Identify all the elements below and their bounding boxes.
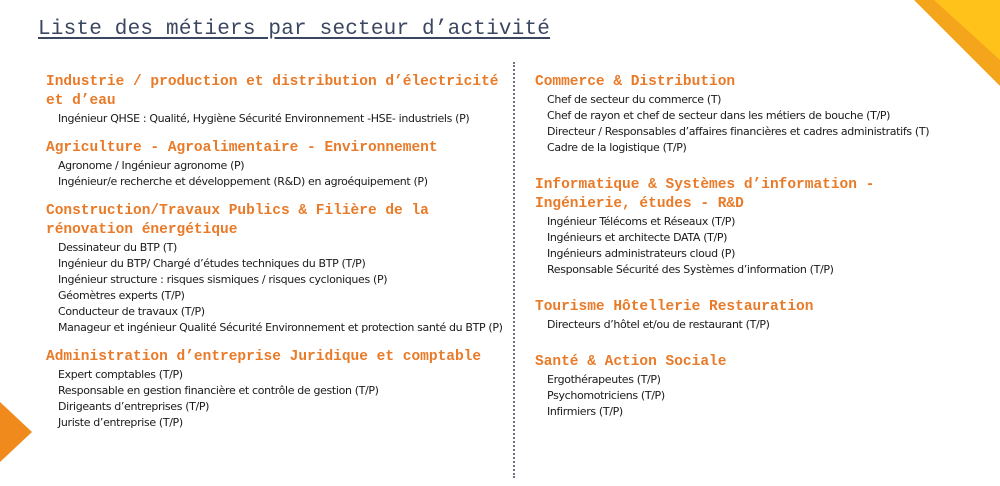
section-heading: Agriculture - Agroalimentaire - Environnement xyxy=(46,140,438,156)
right-column xyxy=(535,73,975,420)
list-item: Directeur / Responsables d’affaires financières et cadres administratifs (T) xyxy=(547,125,930,138)
section-commerce xyxy=(535,73,975,156)
section-industrie xyxy=(46,73,506,127)
section-tourisme xyxy=(535,298,975,333)
list-item: Chef de rayon et chef de secteur dans les métiers de bouche (T/P) xyxy=(547,109,891,122)
list-item: Ingénieurs administrateurs cloud (P) xyxy=(547,247,736,260)
list-item: Ingénieur structure : risques sismiques / risques cycloniques (P) xyxy=(58,273,388,286)
list-item: Infirmiers (T/P) xyxy=(547,405,623,418)
corner-decoration-inner xyxy=(934,0,1000,60)
section-heading: Tourisme Hôtellerie Restauration xyxy=(535,299,814,315)
job-list xyxy=(547,317,975,333)
page-title: Liste des métiers par secteur d’activité xyxy=(38,18,551,41)
job-list xyxy=(58,158,506,190)
arrow-decoration xyxy=(0,402,32,462)
list-item: Psychomotriciens (T/P) xyxy=(547,389,665,402)
list-item: Manageur et ingénieur Qualité Sécurité Environnement et protection santé du BTP (P) xyxy=(58,321,503,334)
job-list xyxy=(58,240,506,336)
list-item: Cadre de la logistique (T/P) xyxy=(547,141,687,154)
list-item: Ingénieurs et architecte DATA (T/P) xyxy=(547,231,728,244)
list-item: Expert comptables (T/P) xyxy=(58,368,183,381)
list-item: Agronome / Ingénieur agronome (P) xyxy=(58,159,245,172)
list-item: Ingénieur du BTP/ Chargé d’études techniques du BTP (T/P) xyxy=(58,257,366,270)
list-item: Chef de secteur du commerce (T) xyxy=(547,93,722,106)
list-item: Dessinateur du BTP (T) xyxy=(58,241,177,254)
section-heading: Santé & Action Sociale xyxy=(535,354,727,370)
job-list xyxy=(547,372,975,420)
job-list xyxy=(547,92,975,156)
section-informatique xyxy=(535,176,975,278)
section-heading: Informatique & Systèmes d’information - Ingénierie, études - R&D xyxy=(535,177,875,212)
section-administration xyxy=(46,348,506,431)
column-divider xyxy=(513,62,515,478)
section-agriculture xyxy=(46,139,506,190)
job-list xyxy=(58,367,506,431)
job-list xyxy=(58,111,506,127)
list-item: Ingénieur/e recherche et développement (R&D) en agroéquipement (P) xyxy=(58,175,428,188)
list-item: Dirigeants d’entreprises (T/P) xyxy=(58,400,210,413)
list-item: Responsable Sécurité des Systèmes d’information (T/P) xyxy=(547,263,834,276)
section-sante xyxy=(535,353,975,420)
list-item: Conducteur de travaux (T/P) xyxy=(58,305,205,318)
left-column xyxy=(46,73,506,431)
list-item: Ergothérapeutes (T/P) xyxy=(547,373,661,386)
list-item: Responsable en gestion financière et contrôle de gestion (T/P) xyxy=(58,384,379,397)
list-item: Directeurs d’hôtel et/ou de restaurant (T/P) xyxy=(547,318,770,331)
section-construction xyxy=(46,202,506,336)
list-item: Ingénieur QHSE : Qualité, Hygiène Sécurité Environnement -HSE- industriels (P) xyxy=(58,112,470,125)
section-heading: Administration d’entreprise Juridique et comptable xyxy=(46,349,482,365)
list-item: Ingénieur Télécoms et Réseaux (T/P) xyxy=(547,215,736,228)
job-list xyxy=(547,214,975,278)
section-heading: Industrie / production et distribution d’électricité et d’eau xyxy=(46,74,499,109)
list-item: Juriste d’entreprise (T/P) xyxy=(58,416,183,429)
section-heading: Commerce & Distribution xyxy=(535,74,736,90)
section-heading: Construction/Travaux Publics & Filière de la rénovation énergétique xyxy=(46,203,429,238)
list-item: Géomètres experts (T/P) xyxy=(58,289,185,302)
